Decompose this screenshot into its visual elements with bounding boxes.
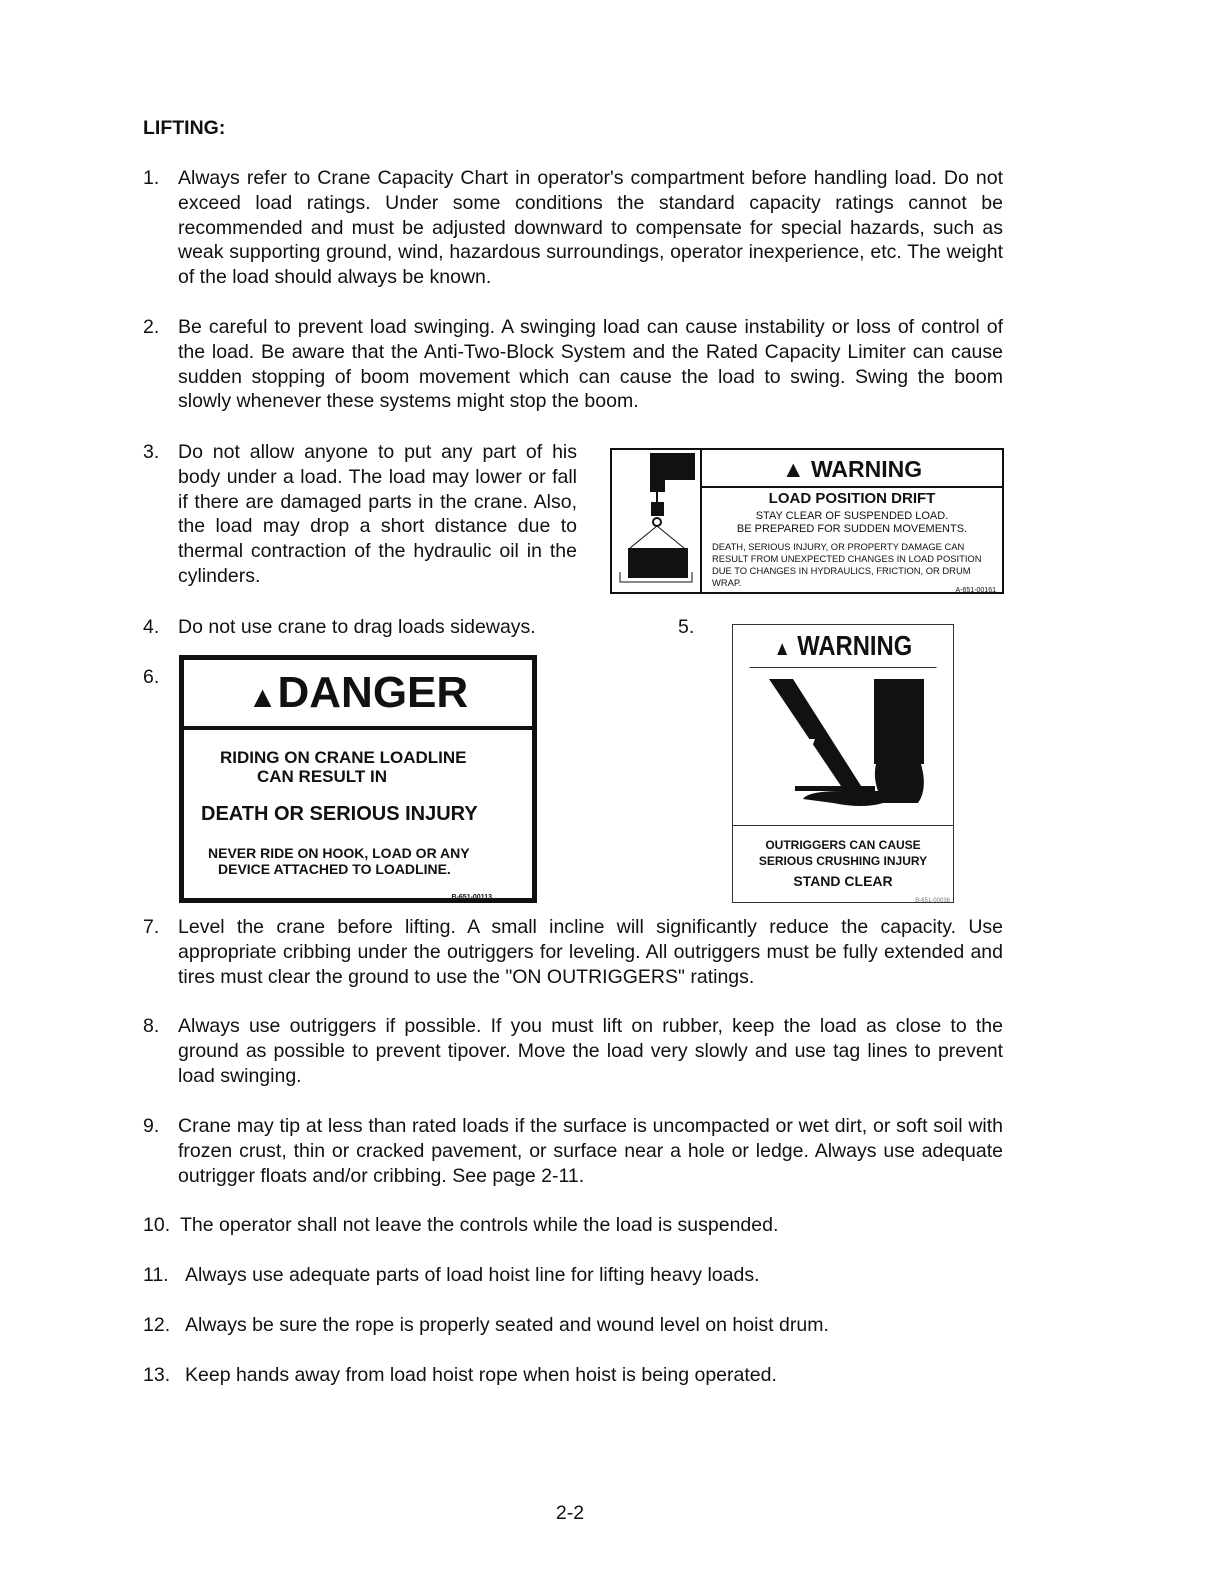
item-number: 9. [143, 1115, 160, 1137]
item-number: 11. [143, 1264, 169, 1286]
label-text: BE PREPARED FOR SUDDEN MOVEMENTS. [736, 523, 968, 535]
item-number: 3. [143, 441, 160, 463]
danger-label [179, 655, 537, 903]
label-title: LOAD POSITION DRIFT [768, 490, 936, 507]
label-signal-word: ▲DANGER [184, 660, 532, 730]
list-item-text: Do not allow anyone to put any part of his body under a load. The load may lower or fall if there are damaged parts in the crane. Also, the load may drop a short distance due to thermal contraction of the hydraulic oil in the cylinders. [178, 441, 577, 587]
label-body: DEATH, SERIOUS INJURY, OR PROPERTY DAMAGE CAN RESULT FROM UNEXPECTED CHANGES IN LOAD POSITION DUE TO CHANGES IN HYDRAULICS, FRICTION, OR DRUM WRAP. [712, 541, 982, 588]
label-code: A-651-00161 [955, 587, 996, 594]
item-number: 10. [143, 1214, 171, 1236]
suspended-load-icon [612, 450, 700, 592]
list-item-text: The operator shall not leave the controls while the load is suspended. [180, 1214, 779, 1236]
outrigger-warning-label [732, 624, 954, 903]
list-item-text: Be careful to prevent load swinging. A swinging load can cause instability or loss of control of the load. Be aware that the Anti-Two-Block System and the Rated Capacity Limiter can cause sudden stopping of boom movement which can cause the load to swing. Swing the boom slowly whenever these systems might stop the boom. [178, 316, 1003, 413]
label-title: DEATH OR SERIOUS INJURY [201, 803, 478, 825]
list-item-text: Keep hands away from load hoist rope when hoist is being operated. [185, 1364, 777, 1386]
item-number: 1. [143, 167, 160, 189]
label-text: STAY CLEAR OF SUSPENDED LOAD. [755, 510, 949, 522]
label-signal-word: ▲ WARNING [702, 452, 1002, 488]
list-item-text: Always refer to Crane Capacity Chart in operator's compartment before handling load. Do not exceed load ratings. Under some conditions the standard capacity ratings cannot be recommended and must be adjusted downward to compensate for special hazards, such as weak supporting ground, wind, hazardous surroundings, operator inexperience, etc. The weight of the load should always be known. [178, 167, 1003, 289]
section-heading: LIFTING: [143, 117, 226, 139]
list-item-text: Always be sure the rope is properly seated and wound level on hoist drum. [185, 1314, 829, 1336]
label-text: SERIOUS CRUSHING INJURY [758, 854, 928, 868]
warning-triangle-icon: ▲ [781, 456, 805, 482]
label-text: CAN RESULT IN [257, 767, 388, 786]
list-item-text: Do not use crane to drag loads sideways. [178, 616, 536, 638]
label-title: STAND CLEAR [793, 873, 893, 889]
list-item-text: Level the crane before lifting. A small incline will significantly reduce the capacity. Use appropriate cribbing under the outriggers for leveling. All outriggers must be fully extended and tires must clear the ground to use the "ON OUTRIGGERS" ratings. [178, 916, 1003, 988]
item-number: 6. [143, 666, 160, 688]
list-item-text: Always use adequate parts of load hoist line for lifting heavy loads. [185, 1264, 760, 1286]
list-item-text: Always use outriggers if possible. If you must lift on rubber, keep the load as close to the ground as possible to prevent tipover. Move the load very slowly and use tag lines to prevent load swinging. [178, 1015, 1003, 1087]
label-code: B-651-00113 [451, 894, 492, 901]
label-text: NEVER RIDE ON HOOK, LOAD OR ANY [208, 845, 470, 861]
list-item-text: Crane may tip at less than rated loads if the surface is uncompacted or wet dirt, or soft soil with frozen crust, thin or cracked pavement, or surface near a hole or ledge. Always use adequate outrigger floats and/or cribbing. See page 2-11. [178, 1115, 1003, 1187]
warning-triangle-icon: ▲ [247, 681, 278, 714]
item-number: 4. [143, 616, 160, 638]
item-number: 7. [143, 916, 160, 938]
item-number: 5. [678, 616, 695, 638]
item-number: 8. [143, 1015, 160, 1037]
label-text: OUTRIGGERS CAN CAUSE [765, 838, 921, 852]
load-drift-warning-label [610, 448, 1004, 594]
item-number: 12. [143, 1314, 171, 1336]
label-signal-word: ▲ WARNING [750, 625, 937, 668]
item-number: 13. [143, 1364, 171, 1386]
label-code: B-651-00036 [915, 898, 950, 904]
crushing-foot-icon [733, 669, 953, 824]
item-number: 2. [143, 316, 160, 338]
label-text: RIDING ON CRANE LOADLINE [220, 748, 467, 767]
warning-triangle-icon: ▲ [773, 638, 791, 660]
label-text: DEVICE ATTACHED TO LOADLINE. [218, 861, 451, 877]
page-number: 2-2 [555, 1502, 585, 1524]
